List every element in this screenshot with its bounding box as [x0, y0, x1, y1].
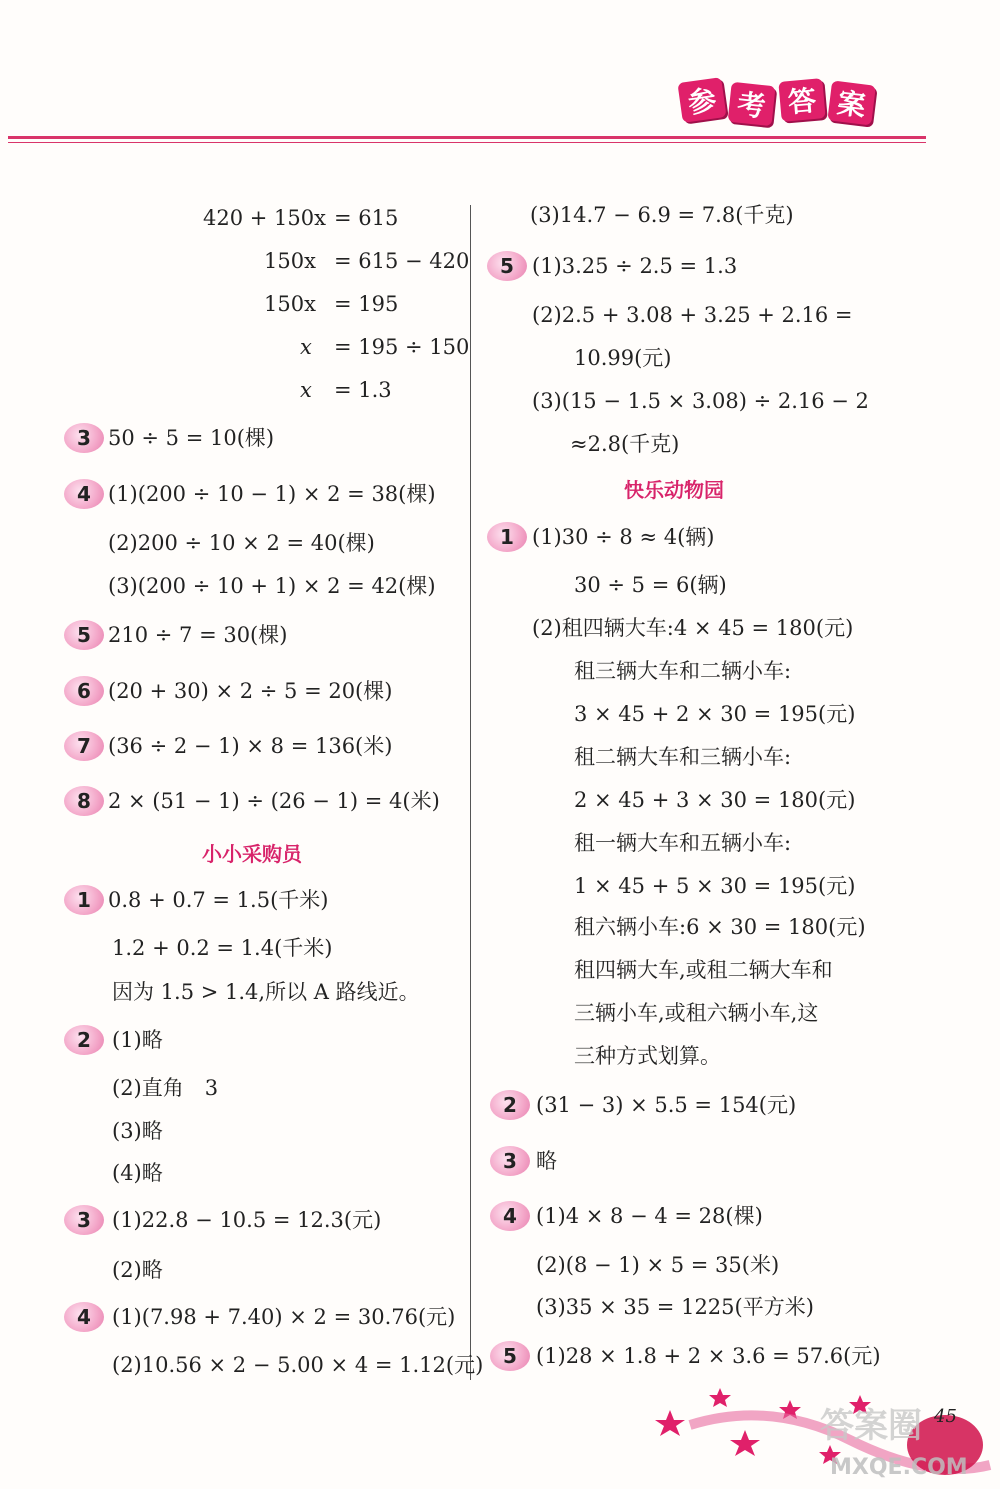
header-rule [8, 136, 926, 139]
question-number-badge: 1 [64, 885, 104, 915]
question-number-badge: 2 [64, 1025, 104, 1055]
answer-line: 因为 1.5 > 1.4,所以 A 路线近。 [112, 980, 420, 1004]
header-rule-thin [8, 142, 926, 143]
answer-line: 租三辆大车和二辆小车: [574, 659, 792, 683]
answer-line: 30 ÷ 5 = 6(辆) [574, 573, 727, 597]
section-title: 小小采购员 [202, 842, 302, 866]
answer-line: (3)35 × 35 = 1225(平方米) [536, 1295, 814, 1319]
equation-lhs: 150x [264, 249, 316, 273]
equation-lhs: x [300, 335, 312, 359]
answer-line: (1)3.25 ÷ 2.5 = 1.3 [532, 254, 738, 278]
question-number-badge: 1 [487, 522, 527, 552]
answer-line: 2 × (51 − 1) ÷ (26 − 1) = 4(米) [108, 789, 440, 813]
answer-line: (2)2.5 + 3.08 + 3.25 + 2.16 = [532, 303, 853, 327]
question-number-badge: 5 [490, 1341, 530, 1371]
answer-line: (3)14.7 − 6.9 = 7.8(千克) [530, 203, 794, 227]
equation-lhs: x [300, 378, 312, 402]
answer-line: 三种方式划算。 [574, 1044, 721, 1068]
page-title [680, 80, 874, 124]
answer-line: (2)略 [112, 1258, 163, 1282]
watermark: 答案圈 [820, 1406, 922, 1446]
answer-line: (1)略 [112, 1028, 163, 1052]
equation-rhs: = 615 [334, 206, 399, 230]
answer-line: 1 × 45 + 5 × 30 = 195(元) [574, 874, 856, 898]
question-number-badge: 3 [490, 1146, 530, 1176]
answer-line: 3 × 45 + 2 × 30 = 195(元) [574, 702, 856, 726]
question-number-badge: 2 [490, 1090, 530, 1120]
question-number-badge: 6 [64, 676, 104, 706]
answer-line: 租一辆大车和五辆小车: [574, 831, 792, 855]
page-number: 45 [934, 1406, 957, 1427]
answer-line: (2)直角 3 [112, 1076, 219, 1100]
answer-line: 210 ÷ 7 = 30(棵) [108, 623, 288, 647]
answer-line: 1.2 + 0.2 = 1.4(千米) [112, 936, 333, 960]
answer-line: (1)22.8 − 10.5 = 12.3(元) [112, 1208, 382, 1232]
answer-line: 10.99(元) [574, 346, 672, 370]
title-char: 案 [827, 80, 876, 125]
answer-line: (3)略 [112, 1119, 163, 1143]
answer-line: (1)28 × 1.8 + 2 × 3.6 = 57.6(元) [536, 1344, 881, 1368]
answer-line: 50 ÷ 5 = 10(棵) [108, 426, 275, 450]
answer-line: (2)10.56 × 2 − 5.00 × 4 = 1.12(元) [112, 1353, 484, 1377]
answer-line: (2)200 ÷ 10 × 2 = 40(棵) [108, 531, 375, 555]
equation-rhs: = 1.3 [334, 378, 392, 402]
equation-line [203, 204, 326, 232]
answer-line: (1)(7.98 + 7.40) × 2 = 30.76(元) [112, 1305, 456, 1329]
equation-lhs: 420 + 150x [203, 206, 326, 230]
question-number-badge: 3 [64, 1205, 104, 1235]
answer-line: 租四辆大车,或租二辆大车和 [574, 958, 833, 982]
title-char: 考 [728, 82, 776, 126]
answer-line: (1)(200 ÷ 10 − 1) × 2 = 38(棵) [108, 482, 436, 506]
answer-line: ≈2.8(千克) [570, 432, 680, 456]
question-number-badge: 4 [490, 1201, 530, 1231]
question-number-badge: 7 [64, 731, 104, 761]
answer-line: (3)(15 − 1.5 × 3.08) ÷ 2.16 − 2 [532, 389, 869, 413]
watermark-url: MXQE.COM [830, 1455, 968, 1480]
answer-line: 2 × 45 + 3 × 30 = 180(元) [574, 788, 856, 812]
equation-rhs: = 615 − 420 [334, 249, 470, 273]
answer-line: (20 + 30) × 2 ÷ 5 = 20(棵) [108, 679, 393, 703]
question-number-badge: 4 [64, 479, 104, 509]
section-title: 快乐动物园 [624, 478, 724, 502]
question-number-badge: 8 [64, 786, 104, 816]
question-number-badge: 5 [64, 620, 104, 650]
answer-line: (2)(8 − 1) × 5 = 35(米) [536, 1253, 780, 1277]
question-number-badge: 3 [64, 423, 104, 453]
equation-rhs: = 195 ÷ 150 [334, 335, 470, 359]
answer-line: 0.8 + 0.7 = 1.5(千米) [108, 888, 329, 912]
equation-lhs: 150x [264, 292, 316, 316]
answer-line: 租二辆大车和三辆小车: [574, 745, 792, 769]
column-divider [470, 205, 471, 1380]
answer-line: (1)30 ÷ 8 ≈ 4(辆) [532, 525, 715, 549]
answer-line: 略 [536, 1149, 557, 1173]
answer-line: (3)(200 ÷ 10 + 1) × 2 = 42(棵) [108, 574, 436, 598]
answer-line: 租六辆小车:6 × 30 = 180(元) [574, 915, 866, 939]
title-char: 参 [677, 77, 726, 123]
answer-line: (2)租四辆大车:4 × 45 = 180(元) [532, 616, 854, 640]
question-number-badge: 4 [64, 1302, 104, 1332]
title-char: 答 [778, 78, 825, 122]
answer-line: (4)略 [112, 1161, 163, 1185]
question-number-badge: 5 [487, 251, 527, 281]
equation-rhs: = 195 [334, 292, 399, 316]
answer-line: (31 − 3) × 5.5 = 154(元) [536, 1093, 797, 1117]
answer-line: (36 ÷ 2 − 1) × 8 = 136(米) [108, 734, 393, 758]
answer-line: 三辆小车,或租六辆小车,这 [574, 1001, 819, 1025]
answer-line: (1)4 × 8 − 4 = 28(棵) [536, 1204, 763, 1228]
